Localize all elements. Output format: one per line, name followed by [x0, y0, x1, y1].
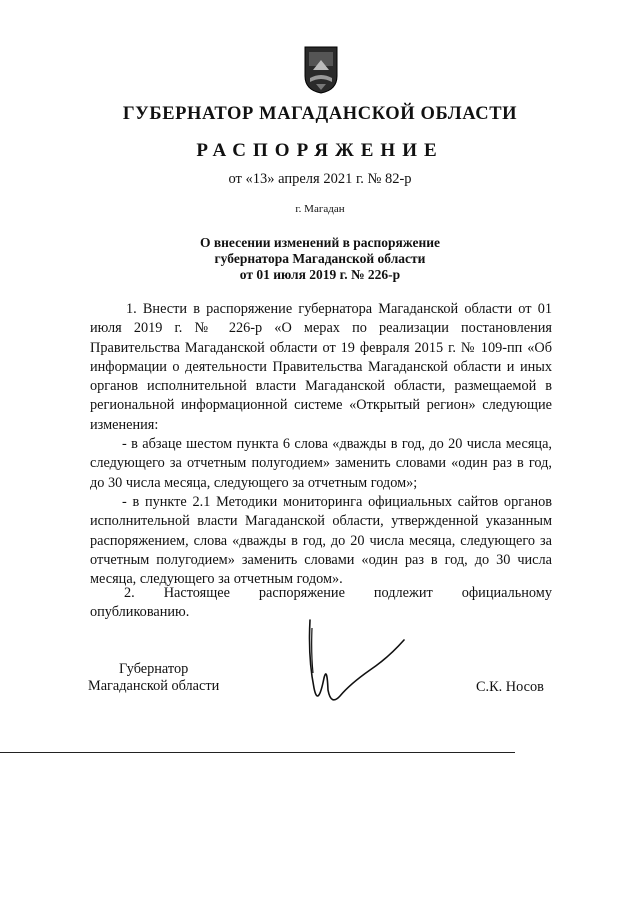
paragraph-item-2: [90, 584, 552, 623]
subject-line: от 01 июля 2019 г. № 226-р: [239, 267, 401, 282]
document-date-number: от «13» апреля 2021 г. № 82-р: [228, 171, 412, 187]
document-city: г. Магадан: [295, 203, 345, 215]
position-line: Магаданской области: [88, 678, 220, 694]
item-2-word: распоряжение: [258, 585, 345, 601]
item-2-word: 2.: [124, 585, 135, 601]
footer-divider: [0, 752, 515, 753]
document-subject: [0, 235, 640, 283]
subject-line: О внесении изменений в распоряжение: [199, 235, 441, 250]
magadan-coat-of-arms-icon: [304, 46, 338, 94]
item-2-line-2: опубликованию.: [90, 604, 190, 621]
paragraph-dash-2: - в пункте 2.1 Методики мониторинга официальных сайтов органов исполнительной власти Магаданской области, утвержденной указанным распоряжением, слова «дважды в год, до 20 числа месяца, следующего за отчетным полугодием» заменить словами «один раз в год, до 30 числа месяца, следующего за отчетным годом».: [90, 493, 552, 588]
position-line: Губернатор: [119, 661, 189, 677]
signatory-name: С.К. Носов: [476, 679, 544, 695]
document-type: РАСПОРЯЖЕНИЕ: [196, 140, 444, 161]
organization-title: ГУБЕРНАТОР МАГАДАНСКОЙ ОБЛАСТИ: [122, 104, 518, 124]
document-body: [90, 300, 552, 589]
paragraph-dash-1: - в абзаце шестом пункта 6 слова «дважды в год, до 20 числа месяца, следующего за отчетным полугодием» заменить словами «один раз в год, до 30 числа месяца, следующего за отчетным годом»;: [90, 436, 552, 491]
signatory-position: [88, 661, 219, 695]
handwritten-signature: [300, 618, 412, 718]
item-2-word: Настоящее: [163, 585, 230, 601]
paragraph-item-1: 1. Внести в распоряжение губернатора Магаданской области от 01 июля 2019 г. № 226-р «О мерах по реализации постановления Правительства Магаданской области от 19 февраля 2015 г. № 109-пп «Об информации о деятельности Правительства Магаданской области и иных органов исполнительной власти Магаданской области, размещаемой в региональной информационной системе «Открытый регион» следующие изменения:: [90, 301, 552, 433]
subject-line: губернатора Магаданской области: [214, 251, 426, 266]
item-2-word: официальному: [461, 585, 552, 601]
item-2-word: подлежит: [373, 585, 433, 601]
